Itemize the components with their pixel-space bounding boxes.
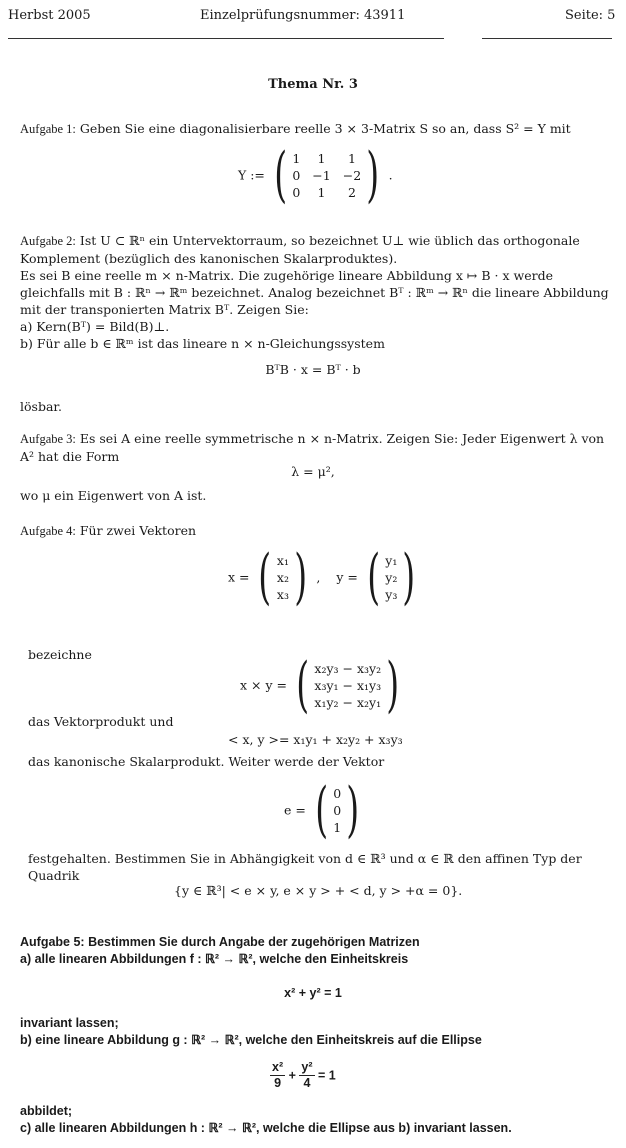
unit-circle-eq: x² + y² = 1: [284, 986, 342, 1000]
cross-product: x × y = ( x₂y₃ − x₃y₂ x₃y₁ − x₁y₃ x₁y₂ − x₂y₁ ): [240, 650, 400, 720]
cross-label: x × y =: [240, 677, 287, 693]
frac-x-num: x²: [272, 1060, 284, 1074]
aufgabe-4: [20, 522, 610, 540]
aufgabe-2-item-b: b) Für alle b ∈ ℝᵐ ist das lineare n × n-Gleichungssystem: [20, 336, 385, 351]
aufgabe-5-mid: [20, 1015, 610, 1049]
frac-y: [299, 1060, 314, 1091]
frac-x-den: 9: [274, 1076, 282, 1090]
y-vector: [385, 552, 397, 603]
aufgabe-2-line1: Ist U ⊂ ℝⁿ ein Untervektorraum, so bezeichnet U⊥ wie üblich das orthogonale Komplement (bezüglich des kanonischen Skalarproduktes).: [20, 233, 580, 266]
aufgabe-2-line2: Es sei B eine reelle m × n-Matrix. Die zugehörige lineare Abbildung x ↦ B · x werde gleichfalls mit B : ℝⁿ → ℝᵐ bezeichnet. Analog bezeichnet Bᵀ : ℝᵐ → ℝⁿ die lineare Abbildung mit der transponierten Matrix Bᵀ. Zeigen Sie:: [20, 268, 609, 317]
cell: 1: [317, 184, 326, 200]
ellipse-eq-end: = 1: [318, 1068, 336, 1083]
aufgabe-5-end: [20, 1103, 610, 1137]
aufgabe-2-item-a: a) Kern(Bᵀ) = Bild(B)⊥.: [20, 319, 170, 334]
matrix-y-label: Y :=: [238, 167, 265, 183]
cell: x₃: [276, 586, 289, 602]
cell: 0: [292, 167, 301, 183]
vector-e: e = ( 0 0 1 ): [284, 775, 360, 845]
aufgabe-5: [20, 934, 610, 968]
x-vector: [277, 552, 289, 603]
aufgabe-4-text: Für zwei Vektoren: [79, 523, 197, 538]
aufgabe-3: [20, 430, 610, 465]
cross-vector: [314, 660, 381, 711]
aufgabe-1-label: Aufgabe 1:: [20, 122, 76, 136]
cell: 1: [317, 150, 326, 166]
header-center: Einzelprüfungsnummer: 43911: [200, 8, 406, 23]
header-left: Herbst 2005: [8, 8, 91, 23]
aufgabe-1: [20, 120, 610, 138]
cell: x₂: [276, 569, 289, 585]
header-rule-left: [8, 38, 444, 39]
aufgabe-4-label: Aufgabe 4:: [20, 524, 76, 538]
cell: 1: [292, 150, 301, 166]
cell: x₃y₁ − x₁y₃: [314, 677, 382, 693]
matrix-y-end: .: [388, 167, 393, 183]
aufgabe-5-a: a) alle linearen Abbildungen f : ℝ² → ℝ², welche den Einheitskreis: [20, 952, 409, 966]
cell: −2: [342, 167, 362, 183]
vektorprodukt-text: das Vektorprodukt und: [28, 714, 174, 729]
cell: 1: [347, 150, 356, 166]
invariant-text: invariant lassen;: [20, 1016, 119, 1030]
y-label: y =: [336, 569, 358, 585]
aufgabe-3-equation: λ = μ²,: [291, 464, 335, 479]
aufgabe-3-end: wo μ ein Eigenwert von A ist.: [20, 488, 207, 503]
abbildet-text: abbildet;: [20, 1104, 73, 1118]
cell: y₃: [385, 586, 398, 602]
kanonisch-text: das kanonische Skalarprodukt. Weiter werde der Vektor: [28, 754, 385, 769]
aufgabe-2-label: Aufgabe 2:: [20, 234, 76, 248]
frac-x: [270, 1060, 285, 1091]
plus: +: [288, 1068, 296, 1083]
frac-y-num: y²: [301, 1060, 313, 1074]
cell: x₂y₃ − x₃y₂: [314, 660, 382, 676]
page-title: Thema Nr. 3: [268, 77, 358, 92]
cell: −1: [312, 167, 331, 183]
x-label: x =: [228, 569, 250, 585]
cell: 2: [347, 184, 356, 200]
frac-y-den: 4: [303, 1076, 311, 1090]
aufgabe-2: [20, 232, 610, 352]
cell: y₂: [385, 569, 398, 585]
e-vector: [333, 785, 341, 836]
cell: 0: [292, 184, 301, 200]
aufgabe-1-text: Geben Sie eine diagonalisierbare reelle 3 × 3-Matrix S so an, dass S² = Y mit: [79, 121, 571, 136]
aufgabe-2-end: lösbar.: [20, 399, 62, 414]
aufgabe-3-text: Es sei A eine reelle symmetrische n × n-Matrix. Zeigen Sie: Jeder Eigenwert λ von A² hat die Form: [20, 431, 605, 464]
aufgabe-5-b: b) eine lineare Abbildung g : ℝ² → ℝ², welche den Einheitskreis auf die Ellipse: [20, 1033, 482, 1047]
aufgabe-2-equation: BᵀB · x = Bᵀ · b: [265, 362, 361, 377]
e-label: e =: [284, 802, 306, 818]
header-right: Seite: 5: [565, 8, 616, 23]
festgehalten-text: festgehalten. Bestimmen Sie in Abhängigkeit von d ∈ ℝ³ und α ∈ ℝ den affinen Typ der Quadrik: [28, 851, 582, 883]
aufgabe-5-text: Bestimmen Sie durch Angabe der zugehörigen Matrizen: [88, 935, 420, 949]
cell: y₁: [385, 552, 398, 568]
separator: ,: [316, 569, 321, 585]
matrix-y-cells: [292, 150, 361, 201]
bezeichne: bezeichne: [28, 647, 92, 662]
cell: 0: [333, 802, 342, 818]
vectors-x-y: x = ( x₁ x₂ x₃ ) , y = ( y₁ y₂ y₃ ): [228, 542, 416, 612]
cell: x₁: [276, 552, 289, 568]
ellipse-eq: [270, 1060, 336, 1091]
aufgabe-5-label: Aufgabe 5:: [20, 935, 85, 949]
aufgabe-5-c: c) alle linearen Abbildungen h : ℝ² → ℝ², welche die Ellipse aus b) invariant lassen.: [20, 1121, 512, 1135]
header-rule-right: [482, 38, 612, 39]
cell: 1: [333, 819, 342, 835]
cell: 0: [333, 785, 342, 801]
scalar-product-eq: < x, y >= x₁y₁ + x₂y₂ + x₃y₃: [228, 732, 403, 747]
matrix-y: Y := ( 1 1 1 0 −1 −2 0 1 2 ) .: [238, 140, 393, 210]
quadric-eq: {y ∈ ℝ³| < e × y, e × y > + < d, y > +α = 0}.: [174, 883, 463, 898]
cell: x₁y₂ − x₂y₁: [314, 694, 382, 710]
aufgabe-3-label: Aufgabe 3:: [20, 432, 76, 446]
